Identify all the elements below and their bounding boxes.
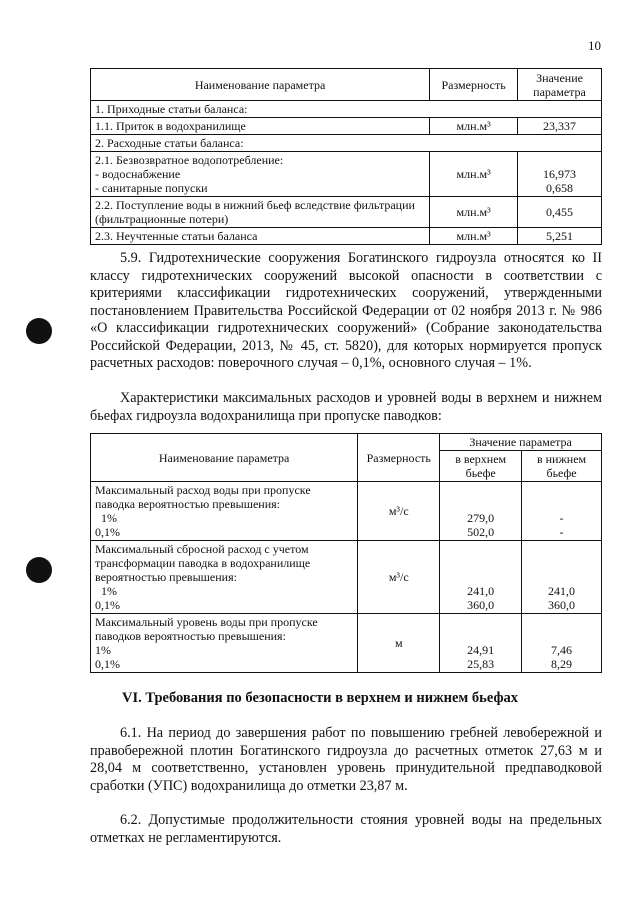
cell-line: - санитарные попуски [95,181,208,195]
cell-line: 2.1. Безвозвратное водопотребление: [95,153,284,167]
table-row [91,152,602,197]
probability-label: 0,1% [95,598,120,612]
column-header: в нижнем бьефе [522,451,602,482]
paragraph-6-1: 6.1. На период до завершения работ по повышению гребней левобережной и правобережной плотин Богатинского гидроузла до расчетных отметок 27,63 м и 28,04 м соответственно, установлен уровень принудительной предпаводковой сработки (УПС) водохранилища до отметки 23,87 м. [90,725,602,794]
table-cell [440,614,522,673]
table-row [91,541,602,614]
table-row [91,197,602,228]
table-cell: м [358,614,440,673]
column-header: Размерность [358,434,440,482]
probability-label: 1% [101,584,117,598]
flood-table [90,433,602,673]
cell-line: 502,0 [467,525,495,539]
cell-line: 24,91 [467,643,495,657]
table-cell: 1.1. Приток в водохранилище [91,118,430,135]
balance-table [90,68,602,245]
section-cell: 1. Приходные статьи баланса: [91,101,602,118]
punch-hole-icon [26,557,52,583]
table-header-row [91,69,602,101]
cell-line: 7,46 [551,643,573,657]
table-cell [91,152,430,197]
paragraph-6-2: 6.2. Допустимые продолжительности стояния уровней воды на предельных отметках не регламентируются. [90,812,602,846]
table-cell: 2.3. Неучтенные статьи баланса [91,228,430,245]
cell-line: 279,0 [467,511,495,525]
table-cell: млн.м³ [430,228,518,245]
table-cell: м³/с [358,541,440,614]
cell-line: 241,0 [467,584,495,598]
punch-hole-icon [26,318,52,344]
cell-line: - [559,511,564,525]
table-row [91,135,602,152]
cell-line: 241,0 [548,584,576,598]
table-cell [440,482,522,541]
column-header: Значение параметра [518,69,602,101]
column-header: в верхнем бьефе [440,451,522,482]
table-cell [518,152,602,197]
table-cell [522,614,602,673]
cell-line: 360,0 [548,598,576,612]
table-row [91,614,602,673]
table-row [91,101,602,118]
page-number: 10 [588,38,601,53]
table-cell [91,614,358,673]
table-cell [91,482,358,541]
cell-line: 16,973 [543,167,577,181]
table-row [91,118,602,135]
table-row [91,228,602,245]
table-cell: млн.м³ [430,118,518,135]
table-cell [440,541,522,614]
table-cell: млн.м³ [430,197,518,228]
table-cell [522,482,602,541]
cell-line: - [559,525,564,539]
probability-label: 1% [95,643,111,657]
table-row [91,482,602,541]
table-cell: 0,455 [518,197,602,228]
cell-line: - водоснабжение [95,167,181,181]
section-cell: 2. Расходные статьи баланса: [91,135,602,152]
table-cell: 23,337 [518,118,602,135]
param-title: Максимальный уровень воды при пропуске паводков вероятностью превышения: [95,615,318,643]
cell-line: 8,29 [551,657,573,671]
paragraph-characteristics: Характеристики максимальных расходов и уровней воды в верхнем и нижнем бьефах гидроузла водохранилища при пропуске паводков: [90,390,602,424]
probability-label: 0,1% [95,525,120,539]
table-cell: 5,251 [518,228,602,245]
probability-label: 0,1% [95,657,120,671]
cell-line: 25,83 [467,657,495,671]
column-group-header: Значение параметра [440,434,602,451]
table-header-row [91,434,602,451]
column-header: Наименование параметра [91,434,358,482]
cell-line: 360,0 [467,598,495,612]
table-cell: млн.м³ [430,152,518,197]
param-title: Максимальный сбросной расход с учетом трансформации паводка в водохранилище вероятностью превышения: [95,542,311,584]
table-cell: 2.2. Поступление воды в нижний бьеф вследствие фильтрации (фильтрационные потери) [91,197,430,228]
column-header: Наименование параметра [91,69,430,101]
cell-line: 0,658 [546,181,574,195]
table-cell [91,541,358,614]
column-header: Размерность [430,69,518,101]
paragraph-5-9: 5.9. Гидротехнические сооружения Богатинского гидроузла относятся ко II классу гидротехнических сооружений высокой опасности в соответствии с критериями классификации гидротехнических сооружений, утвержденными постановлением Правительства Российской Федерации от 02 ноября 2013 г. № 986 «О классификации гидротехнических сооружений» (Собрание законодательства Российской Федерации, 2013, № 45, ст. 5820), для которых нормируется пропуск расчетных расходов: поверочного случая – 0,1%, основного случая – 1%. [90,250,602,371]
table-cell: м³/с [358,482,440,541]
param-title: Максимальный расход воды при пропуске паводка вероятностью превышения: [95,483,311,511]
probability-label: 1% [101,511,117,525]
section-heading: VI. Требования по безопасности в верхнем и нижнем бьефах [122,690,518,706]
table-cell [522,541,602,614]
